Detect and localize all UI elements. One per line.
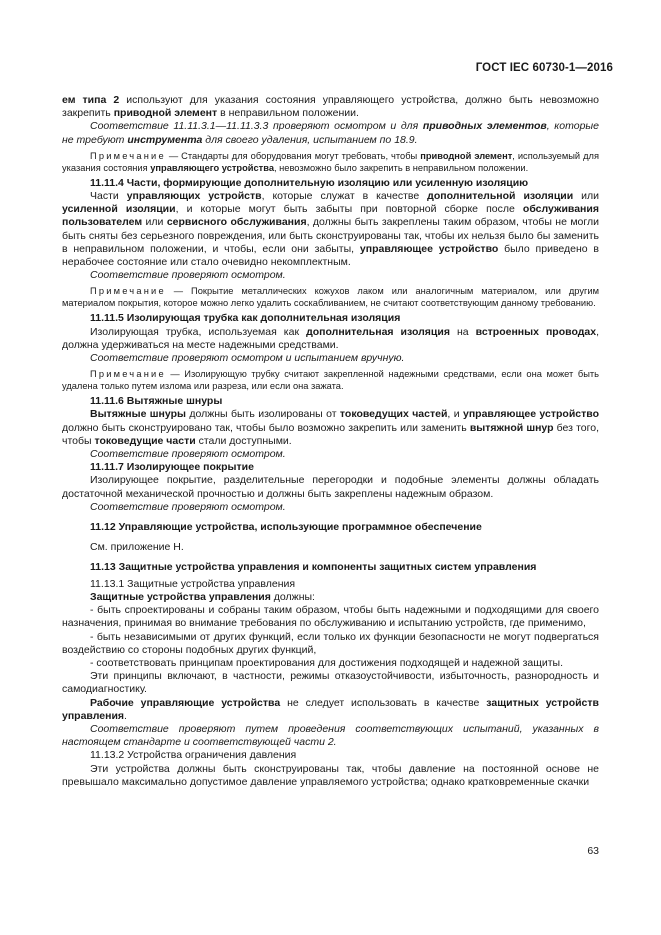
term: приводной элемент	[113, 107, 218, 120]
compliance-paragraph: Соответствие проверяют осмотром.	[90, 500, 286, 513]
paragraph: Эти принципы включают, в частности, режимы отказоустойчивости, избыточность, разнородность и самодиагностику.	[62, 670, 599, 696]
note-label: Примечание	[90, 369, 166, 380]
text-run: Соответствие 11.11.3.1—11.11.3.3 проверяют осмотром и для	[90, 120, 423, 133]
term: инструмента	[127, 133, 203, 146]
text-run: должны:	[270, 590, 315, 603]
term: управляющих устройств	[126, 190, 262, 203]
text-run: для своего удаления, испытанием по 18.9.	[202, 133, 418, 146]
term: приводных элементов	[422, 120, 547, 133]
text-run: , и которые могут быть забыты при повторной сборке после	[175, 203, 523, 216]
text-run: было приведено в нерабочее состояние или стало очевидно некомплектным.	[62, 242, 600, 269]
compliance-paragraph: Соответствие проверяют осмотром.	[90, 448, 286, 461]
subsection-heading: 11.13.2 Устройства ограничения давления	[90, 749, 297, 762]
compliance-paragraph: Соответствие проверяют осмотром.	[90, 269, 286, 282]
text-run: в неправильном положении.	[217, 107, 359, 120]
term: вытяжной шнур	[469, 421, 554, 434]
note	[62, 150, 599, 174]
section-heading: 11.13 Защитные устройства управления и компоненты защитных систем управления	[90, 561, 537, 574]
paragraph: Изолирующее покрытие, разделительные перегородки и подобные элементы должны обладать достаточной механической прочностью и должны быть закреплены надежным образом.	[62, 474, 599, 500]
text-run: , и	[447, 408, 463, 421]
text-run: , которые служат в качестве	[261, 190, 428, 203]
standard-code: ГОСТ IEC 60730-1—2016	[475, 62, 613, 74]
section-heading: 11.11.5 Изолирующая трубка как дополнительная изоляция	[90, 312, 401, 325]
paragraph	[62, 94, 599, 120]
term: приводной элемент	[420, 150, 513, 161]
term: усиленной изоляции	[62, 203, 176, 216]
text-run: , используемый для указания состояния	[62, 150, 600, 173]
term: встроенных проводах	[475, 325, 597, 338]
term: сервисного обслуживания	[166, 216, 307, 229]
text-run: не следует использовать в качестве	[280, 696, 487, 709]
term: управляющее устройство	[359, 242, 499, 255]
term: дополнительная изоляция	[306, 325, 450, 338]
compliance-paragraph: Соответствие проверяют осмотром и испытанием вручную.	[90, 352, 405, 365]
note-label: Примечание	[90, 150, 166, 161]
paragraph: См. приложение H.	[90, 541, 184, 554]
text-run: стали доступными.	[195, 434, 292, 447]
note	[62, 368, 599, 392]
text-run: используют для указания состояния управляющего устройства, должно быть невозможно закрепить	[62, 94, 599, 120]
paragraph	[62, 326, 599, 352]
text-run: или	[142, 216, 167, 229]
paragraph	[62, 408, 599, 448]
list-item: - быть независимыми от других функций, если только их функции безопасности не могут подвергаться воздействию со стороны подобных других функций,	[62, 630, 599, 656]
section-heading: 11.11.6 Вытяжные шнуры	[90, 395, 223, 408]
term: токоведущих частей	[339, 408, 448, 421]
term: Защитные устройства управления	[90, 590, 271, 603]
text-run: Изолирующая трубка, используемая как	[90, 325, 307, 338]
list-item: - соответствовать принципам проектирования для достижения подходящей и надежной защиты.	[90, 656, 564, 669]
text-run: , которые не требуют	[62, 120, 599, 146]
section-heading: 11.12 Управляющие устройства, использующие программное обеспечение	[90, 521, 482, 534]
section-heading: 11.11.4 Части, формирующие дополнительную изоляцию или усиленную изоляцию	[90, 176, 529, 189]
text-run: Части	[90, 190, 127, 203]
text-run: без того, чтобы	[62, 421, 599, 447]
term: защитных устройств управления	[62, 696, 599, 722]
term: Вытяжные шнуры	[90, 408, 186, 421]
text-run: на	[449, 325, 476, 338]
note-label: Примечание	[90, 286, 166, 297]
subsection-heading: 11.13.1 Защитные устройства управления	[90, 577, 296, 590]
document-body	[62, 94, 599, 789]
term: управляющее устройство	[462, 408, 599, 421]
text-run: — Стандарты для оборудования могут требовать, чтобы	[165, 150, 421, 161]
compliance-paragraph: Соответствие проверяют путем проведения соответствующих испытаний, указанных в настоящем стандарте и соответствующей части 2.	[62, 722, 599, 749]
list-item: - быть спроектированы и собраны таким образом, чтобы быть надежными и подходящими для своего назначения, принимая во внимание требования по обслуживанию и испытанию устройств, где применимо,	[62, 604, 599, 630]
text-run: — Изолирующую трубку считают закрепленной надежными средствами, если она может быть удалена только путем излома или разреза, или если она зажата.	[62, 369, 599, 392]
term: дополнительной изоляции	[427, 190, 574, 203]
note	[62, 285, 599, 309]
text-run: должны быть изолированы от	[185, 408, 340, 421]
paragraph	[62, 591, 599, 604]
text-run: , должны быть закреплены таким образом, чтобы не могли быть сняты без серьезного повреждения, или быть сконструированы так, чтобы их нельзя было бы заменить в неправильном положении, и чтобы, если они забыты,	[62, 216, 599, 255]
compliance-paragraph	[62, 120, 599, 146]
page-number: 63	[587, 845, 599, 857]
text-run: .	[124, 709, 127, 722]
text-run: , невозможно было закрепить в неправильном положении.	[274, 162, 529, 173]
text-run: или	[573, 190, 599, 203]
term: управляющего устройства	[150, 162, 274, 173]
text-run: — Покрытие металлических кожухов лаком или аналогичным материалом, или другим материалом покрытия, которое можно легко удалить соскабливанием, не считают соответствующим данному требованию.	[62, 286, 599, 309]
text-run: должно быть сконструировано так, чтобы было возможно закрепить или заменить	[62, 421, 470, 434]
term: обслуживания пользователем	[62, 203, 599, 229]
paragraph	[62, 190, 599, 269]
term: токоведущие части	[94, 434, 196, 447]
text-run: , должна удерживаться на месте надежными средствами.	[62, 325, 599, 351]
paragraph: Эти устройства должны быть сконструированы так, чтобы давление на постоянной основе не превышало максимально допустимое давление управляемого устройства; однако кратковременные скачки	[62, 762, 599, 788]
section-heading: 11.11.7 Изолирующее покрытие	[90, 461, 254, 474]
term: ем типа 2	[62, 94, 120, 106]
term: Рабочие управляющие устройства	[90, 696, 281, 709]
paragraph	[62, 697, 599, 723]
